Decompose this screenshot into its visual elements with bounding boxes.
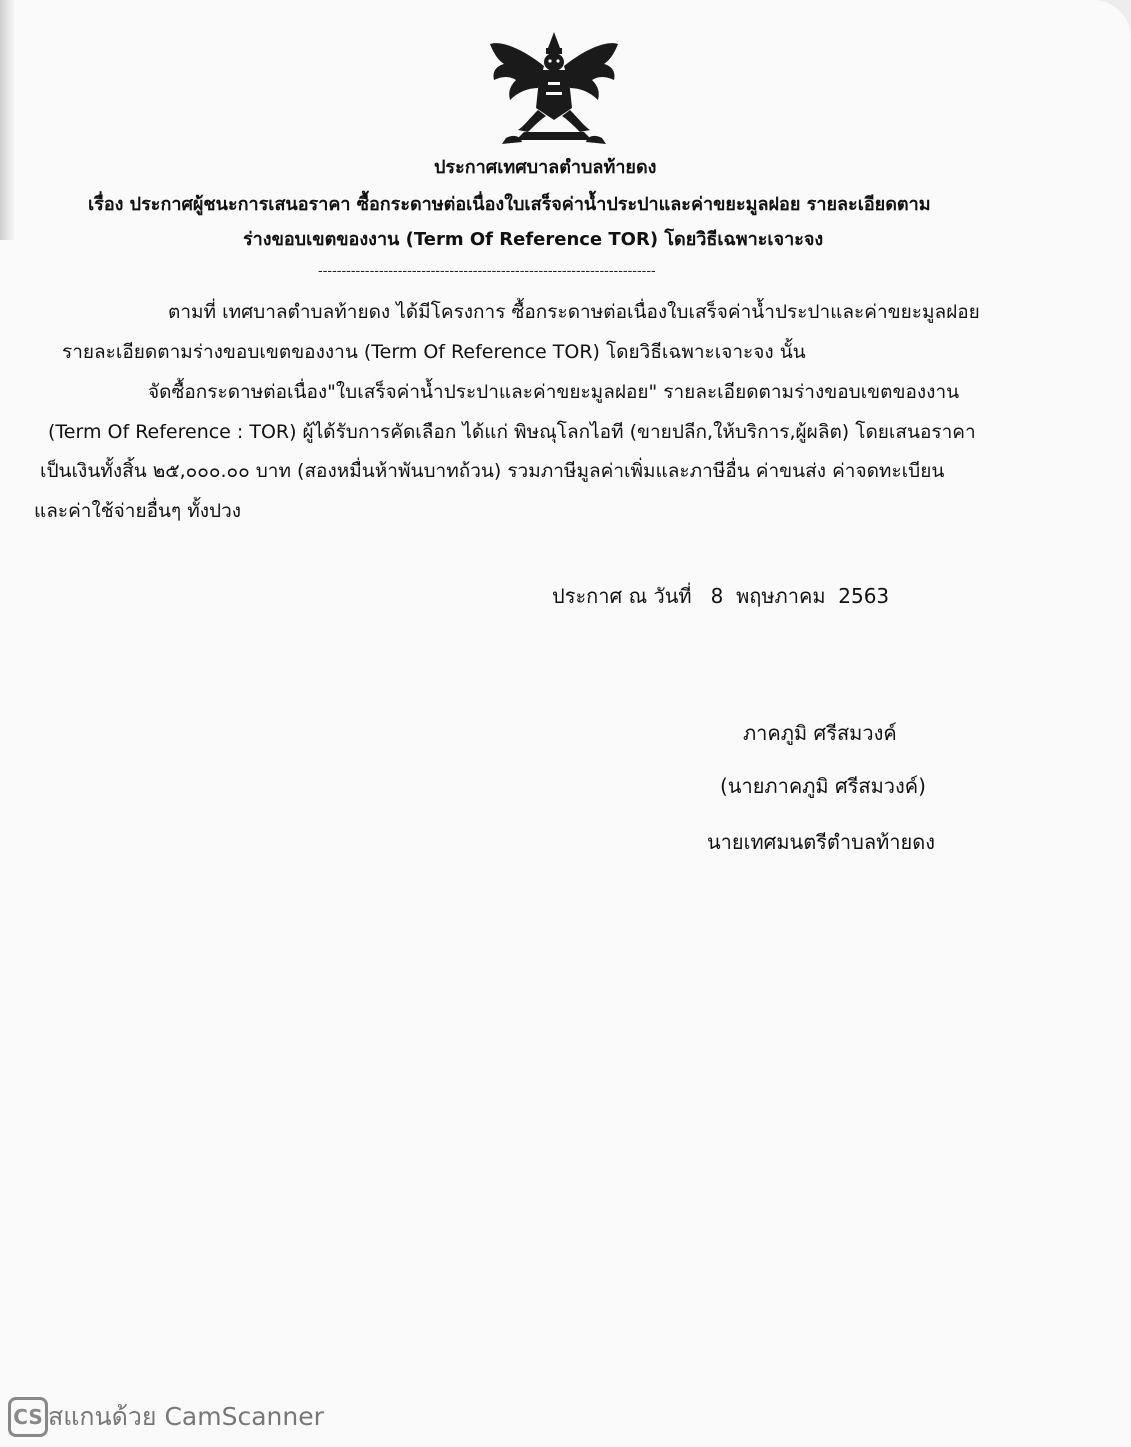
paragraph-1-line-2: รายละเอียดตามร่างขอบเขตของงาน (Term Of Reference TOR) โดยวิธีเฉพาะเจาะจง นั้น — [62, 341, 806, 363]
agency-title: ประกาศเทศบาลตำบลท้ายดง — [434, 157, 657, 178]
signer-printed-name: (นายภาคภูมิ ศรีสมวงค์) — [720, 774, 926, 798]
paragraph-2-line-4: และค่าใช้จ่ายอื่นๆ ทั้งปวง — [34, 500, 242, 522]
camscanner-watermark — [8, 1392, 324, 1442]
scan-shadow-edge — [0, 0, 14, 240]
separator-line: ------------------------------------------------------------------------ — [318, 264, 656, 279]
subject-line-2: ร่างขอบเขตของงาน (Term Of Reference TOR) โดยวิธีเฉพาะเจาะจง — [243, 229, 824, 250]
signer-name: ภาคภูมิ ศรีสมวงค์ — [743, 721, 897, 745]
camscanner-logo-icon: CS — [8, 1397, 48, 1437]
paragraph-2-line-1: จัดซื้อกระดาษต่อเนื่อง"ใบเสร็จค่าน้ำประปาและค่าขยะมูลฝอย" รายละเอียดตามร่างขอบเขตของงาน — [148, 381, 960, 403]
paragraph-1-line-1: ตามที่ เทศบาลตำบลท้ายดง ได้มีโครงการ ซื้อกระดาษต่อเนื่องใบเสร็จค่าน้ำประปาและค่าขยะมูลฝอย — [168, 301, 980, 323]
subject-line-1: เรื่อง ประกาศผู้ชนะการเสนอราคา ซื้อกระดาษต่อเนื่องใบเสร็จค่าน้ำประปาและค่าขยะมูลฝอย รายละเอียดตาม — [88, 194, 931, 215]
announcement-date: ประกาศ ณ วันที่ 8 พฤษภาคม 2563 — [552, 584, 890, 608]
signer-position: นายเทศมนตรีตำบลท้ายดง — [707, 830, 935, 854]
paragraph-2-line-2: (Term Of Reference : TOR) ผู้ได้รับการคัดเลือก ได้แก่ พิษณุโลกไอที (ขายปลีก,ให้บริการ,ผู้ผลิต) โดยเสนอราคา — [48, 421, 976, 443]
garuda-emblem-icon — [484, 30, 624, 150]
watermark-caption: สแกนด้วย CamScanner — [48, 1402, 324, 1431]
paragraph-2-line-3: เป็นเงินทั้งสิ้น ๒๕,๐๐๐.๐๐ บาท (สองหมื่นห้าพันบาทถ้วน) รวมภาษีมูลค่าเพิ่มและภาษีอื่น ค่าขนส่ง ค่าจดทะเบียน — [40, 460, 945, 482]
